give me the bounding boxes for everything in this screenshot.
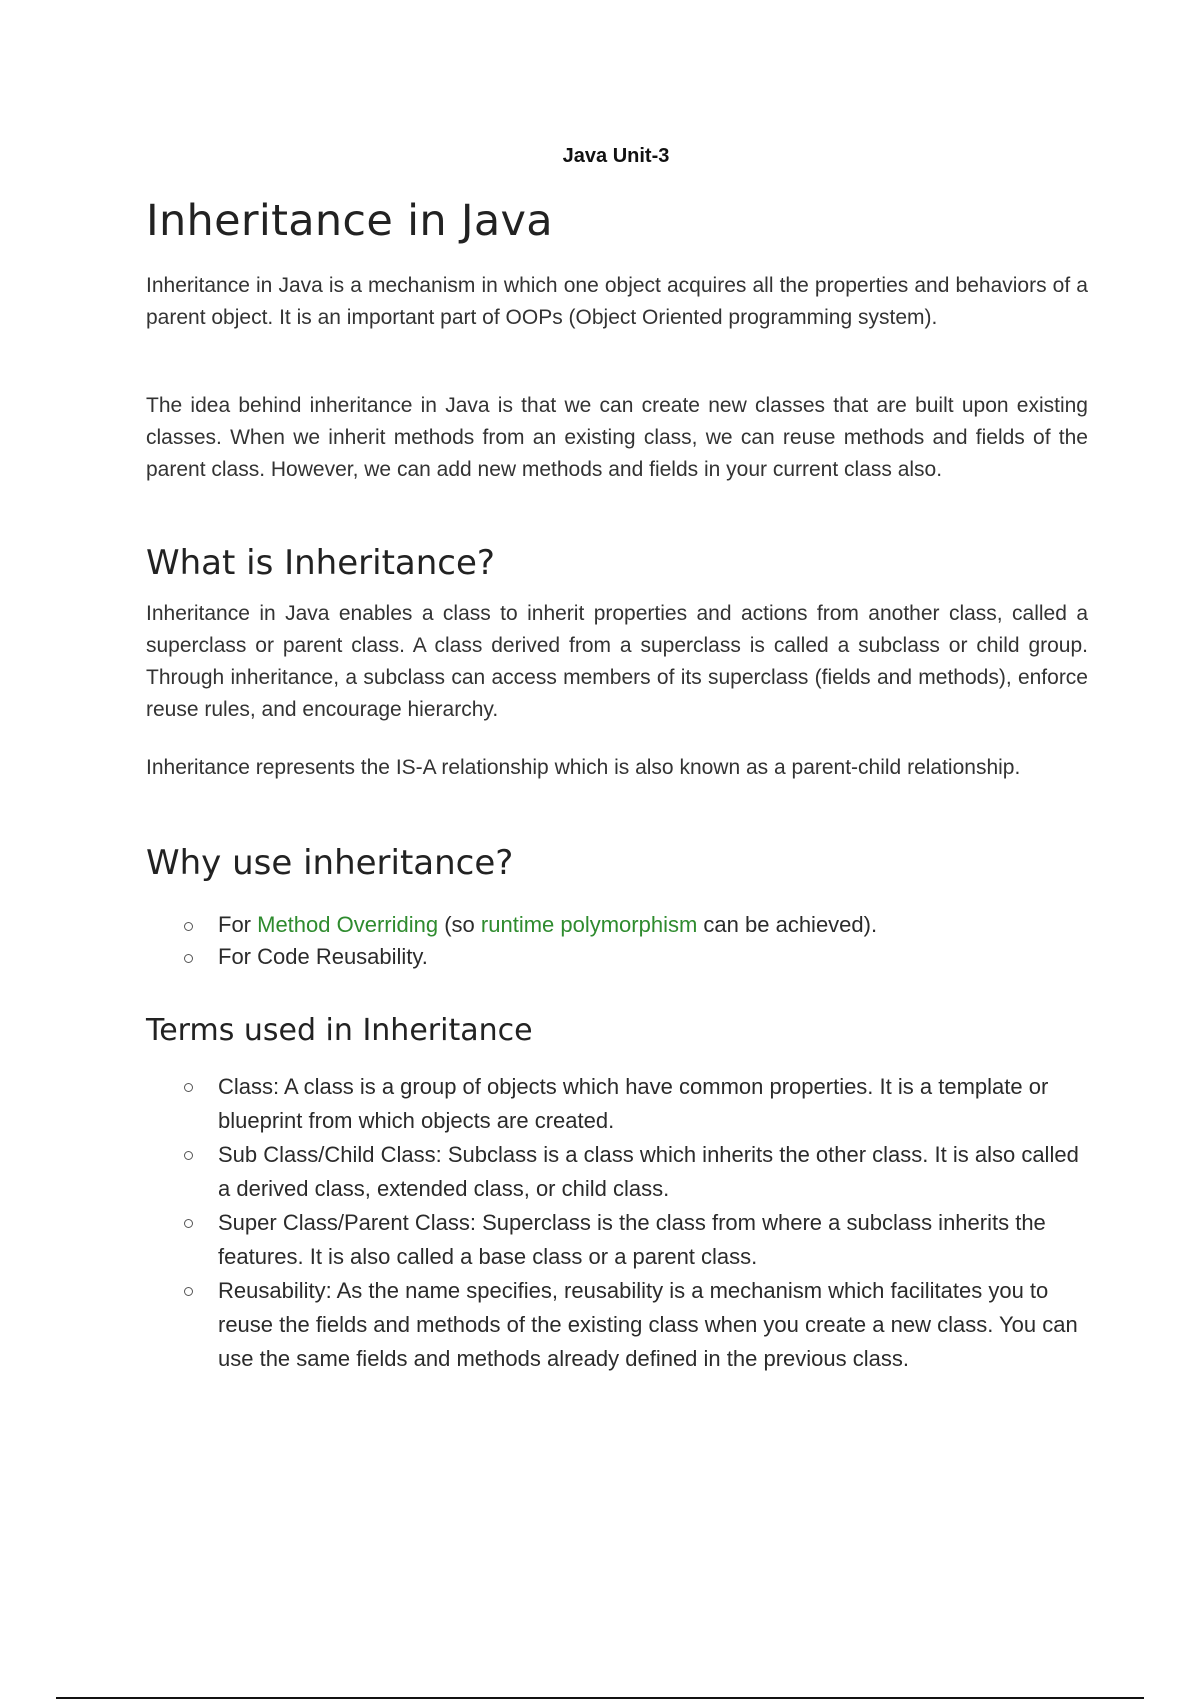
page-header-title: Java Unit-3 [562,145,670,167]
runtime-polymorphism-link[interactable]: runtime polymorphism [480,912,698,937]
list-item: Class: A class is a group of objects which have common properties. It is a template or blueprint from which objects are created. [146,1070,1088,1138]
list-item: For Method Overriding (so runtime polymorphism can be achieved). [146,909,1088,941]
list-item: Reusability: As the name specifies, reusability is a mechanism which facilitates you to reuse the fields and methods of the existing class when you create a new class. You can use the same fields and methods already defined in the previous class. [146,1274,1088,1376]
what-is-inheritance-heading: What is Inheritance? [146,543,495,583]
hollow-bullet-icon [184,954,193,963]
footer-divider [56,1697,1144,1699]
hollow-bullet-icon [184,1219,193,1228]
terms-heading: Terms used in Inheritance [146,1013,533,1048]
list-item: Sub Class/Child Class: Subclass is a class which inherits the other class. It is also called a derived class, extended class, or child class. [146,1138,1088,1206]
hollow-bullet-icon [184,1083,193,1092]
intro-paragraph-2: The idea behind inheritance in Java is that we can create new classes that are built upon existing classes. When we inherit methods from an existing class, we can reuse methods and fields of the parent class. However, we can add new methods and fields in your current class also. [146,394,1088,481]
why-use-inheritance-heading: Why use inheritance? [146,843,514,883]
hollow-bullet-icon [184,1151,193,1160]
hollow-bullet-icon [184,922,193,931]
page-title: Inheritance in Java [146,196,553,246]
list-item: Super Class/Parent Class: Superclass is the class from where a subclass inherits the features. It is also called a base class or a parent class. [146,1206,1088,1274]
what-paragraph-1: Inheritance in Java enables a class to inherit properties and actions from another class, called a superclass or parent class. A class derived from a superclass is called a subclass or child group. Through inheritance, a subclass can access members of its superclass (fields and methods), enforce reuse rules, and encourage hierarchy. [146,602,1088,721]
why-list [146,909,1088,973]
terms-list [146,1070,1088,1376]
list-item: For Code Reusability. [146,941,1088,973]
intro-paragraph-1: Inheritance in Java is a mechanism in which one object acquires all the properties and behaviors of a parent object. It is an important part of OOPs (Object Oriented programming system). [146,274,1088,329]
what-paragraph-2: Inheritance represents the IS-A relationship which is also known as a parent-child relationship. [146,756,1021,779]
method-overriding-link[interactable]: Method Overriding [257,912,439,937]
hollow-bullet-icon [184,1287,193,1296]
